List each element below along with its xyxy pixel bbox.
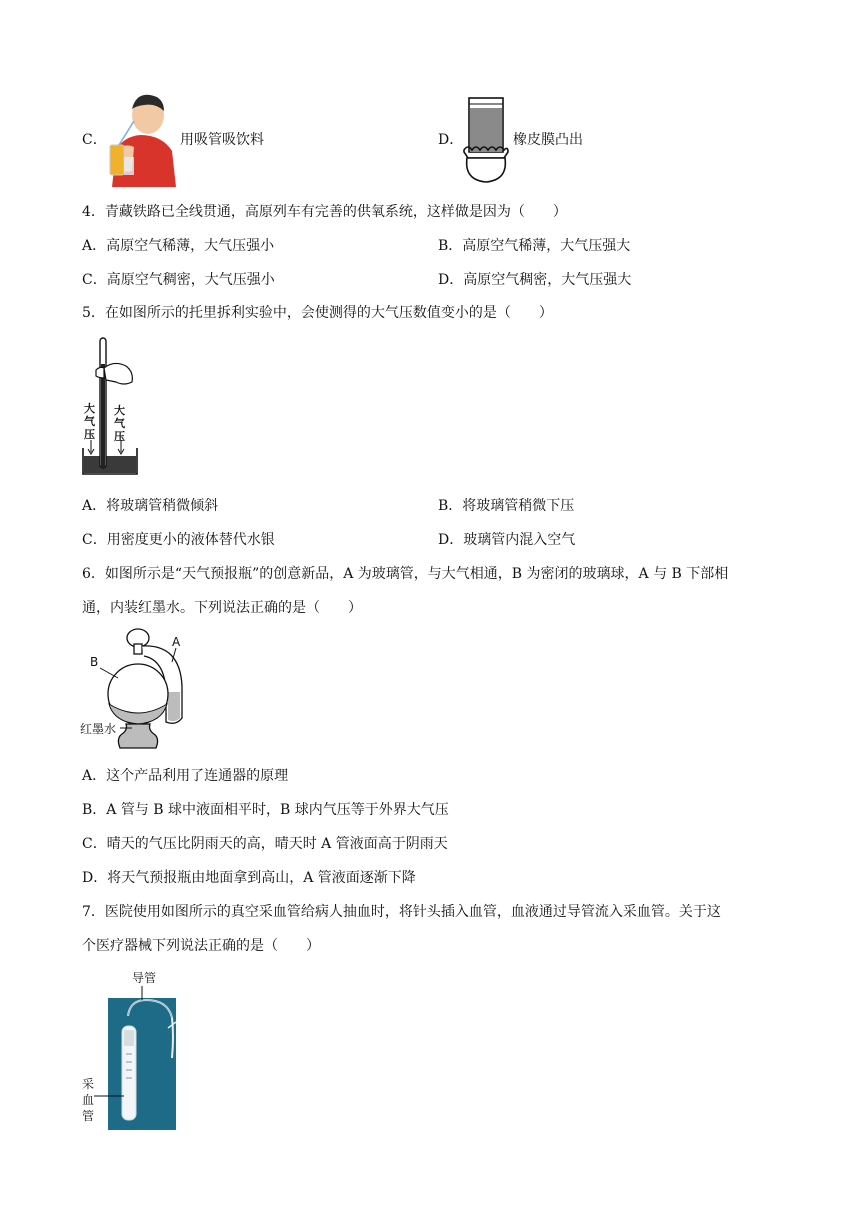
blood-collection-tube-figure [80,966,180,1132]
label-b: B [90,655,99,669]
boy-drinking-image [104,91,178,187]
q4-option-b: B．高原空气稀薄，大气压强大 [438,238,631,254]
q5-option-c: C．用密度更小的液体替代水银 [82,532,275,548]
label-catheter: 导管 [132,971,157,985]
q5-option-d: D．玻璃管内混入空气 [438,532,576,548]
rubber-membrane-image [460,94,512,186]
q5-stem: 5．在如图所示的托里拆利实验中，会使测得的大气压数值变小的是（ ） [82,305,553,321]
q6-option-d: D．将天气预报瓶由地面拿到高山，A 管液面逐渐下降 [82,870,416,886]
atmospheric-pressure-label-right: 大气压 [114,404,125,443]
torricelli-experiment-figure [80,336,140,478]
label-collection-tube: 采血管 [82,1077,95,1123]
q6-option-b: B．A 管与 B 球中液面相平时，B 球内气压等于外界大气压 [82,802,449,818]
label-red-ink: 红墨水 [80,722,117,736]
q3-option-d-label: D． [438,132,464,148]
q3-option-c-caption: 用吸管吸饮料 [180,132,264,148]
label-a: A [172,635,181,649]
q4-option-a: A．高原空气稀薄，大气压强小 [82,238,275,254]
q4-stem: 4．青藏铁路已全线贯通，高原列车有完善的供氧系统，这样做是因为（ ） [82,204,567,220]
q7-stem-line1: 7．医院使用如图所示的真空采血管给病人抽血时，将针头插入血管，血液通过导管流入采血管。关于这 [82,904,721,920]
q3-option-c-label: C． [82,132,107,148]
q3-option-d-caption: 橡皮膜凸出 [513,132,583,148]
q6-option-a: A．这个产品利用了连通器的原理 [82,768,289,784]
q6-option-c: C．晴天的气压比阴雨天的高，晴天时 A 管液面高于阴雨天 [82,836,448,852]
atmospheric-pressure-label-left: 大气压 [84,402,95,441]
q5-option-a: A．将玻璃管稍微倾斜 [82,498,219,514]
q6-stem-line2: 通，内装红墨水。下列说法正确的是（ ） [82,600,362,616]
weather-forecast-bottle-figure [80,626,190,752]
q4-option-c: C．高原空气稠密，大气压强小 [82,272,275,288]
q6-stem-line1: 6．如图所示是“天气预报瓶”的创意新品，A 为玻璃管，与大气相通，B 为密闭的玻璃球，A 与 B 下部相 [82,566,729,582]
q5-option-b: B．将玻璃管稍微下压 [438,498,575,514]
q4-option-d: D．高原空气稠密，大气压强大 [438,272,632,288]
q7-stem-line2: 个医疗器械下列说法正确的是（ ） [82,938,320,954]
